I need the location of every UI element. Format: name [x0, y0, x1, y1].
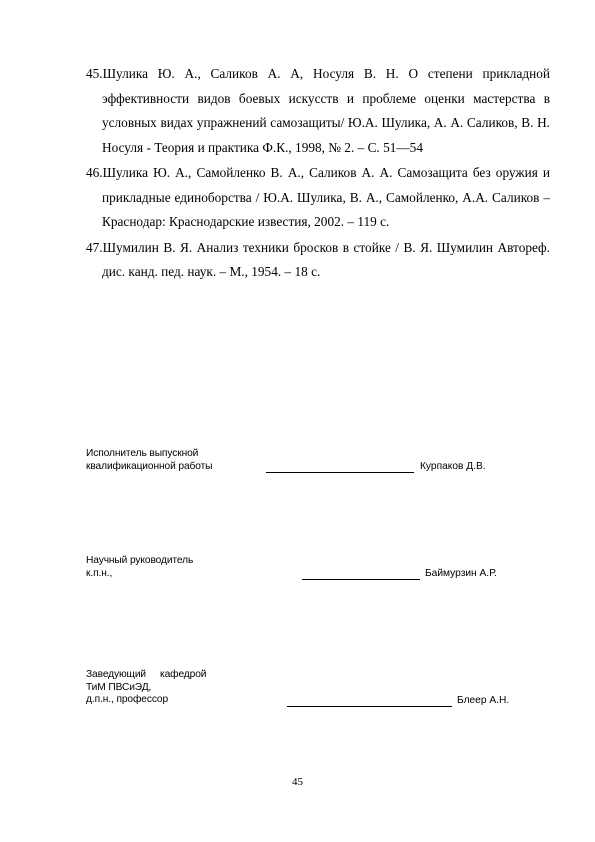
reference-item-45: 45.Шулика Ю. А., Саликов А. А, Носуля В. Н. О степени прикладной эффективности видов боевых искусств и проблеме оценки мастерства в условных видах упражнений самозащиты/ Ю.А. Шулика, А. А. Саликов, В. Н. Носуля - Теория и практика Ф.К., 1998, № 2. – С. 51—54: [86, 66, 550, 155]
performer-role-line2: квалификационной работы: [86, 460, 213, 472]
head-signature-block: [86, 669, 206, 707]
head-role-line2: ТиМ ПВСиЭД,: [86, 681, 152, 693]
supervisor-name: Баймурзин А.Р.: [425, 568, 497, 579]
reference-item-47: 47.Шумилин В. Я. Анализ техники бросков в стойке / В. Я. Шумилин Автореф. дис. канд. пед. наук. – М., 1954. – 18 с.: [86, 239, 550, 279]
head-role-line1: [86, 669, 206, 682]
head-name: Блеер А.Н.: [457, 695, 510, 706]
supervisor-role-line1: Научный руководитель: [86, 555, 194, 566]
performer-name: Курпаков Д.В.: [420, 461, 486, 472]
reference-list: [86, 62, 550, 286]
head-role-line3: д.п.н., профессор: [86, 694, 169, 705]
reference-item-46: 46.Шулика Ю. А., Самойленко В. А., Саликов А. А. Самозащита без оружия и прикладные единоборства / Ю.А. Шулика, В. А., Самойленко, А.А. Саликов – Краснодар: Краснодарские известия, 2002. – 119 с.: [86, 165, 550, 229]
head-signature-line: [287, 706, 452, 707]
head-role-word2: кафедрой: [160, 669, 207, 680]
supervisor-role-line2: к.п.н.,: [86, 567, 113, 579]
supervisor-signature-block: [86, 555, 193, 580]
performer-signature-block: [86, 448, 212, 473]
performer-role-line1: Исполнитель выпускной: [86, 448, 199, 459]
performer-signature-line: [266, 472, 414, 473]
page-number: 45: [292, 776, 303, 788]
head-role-word1: Заведующий: [86, 669, 147, 680]
supervisor-signature-line: [302, 579, 420, 580]
